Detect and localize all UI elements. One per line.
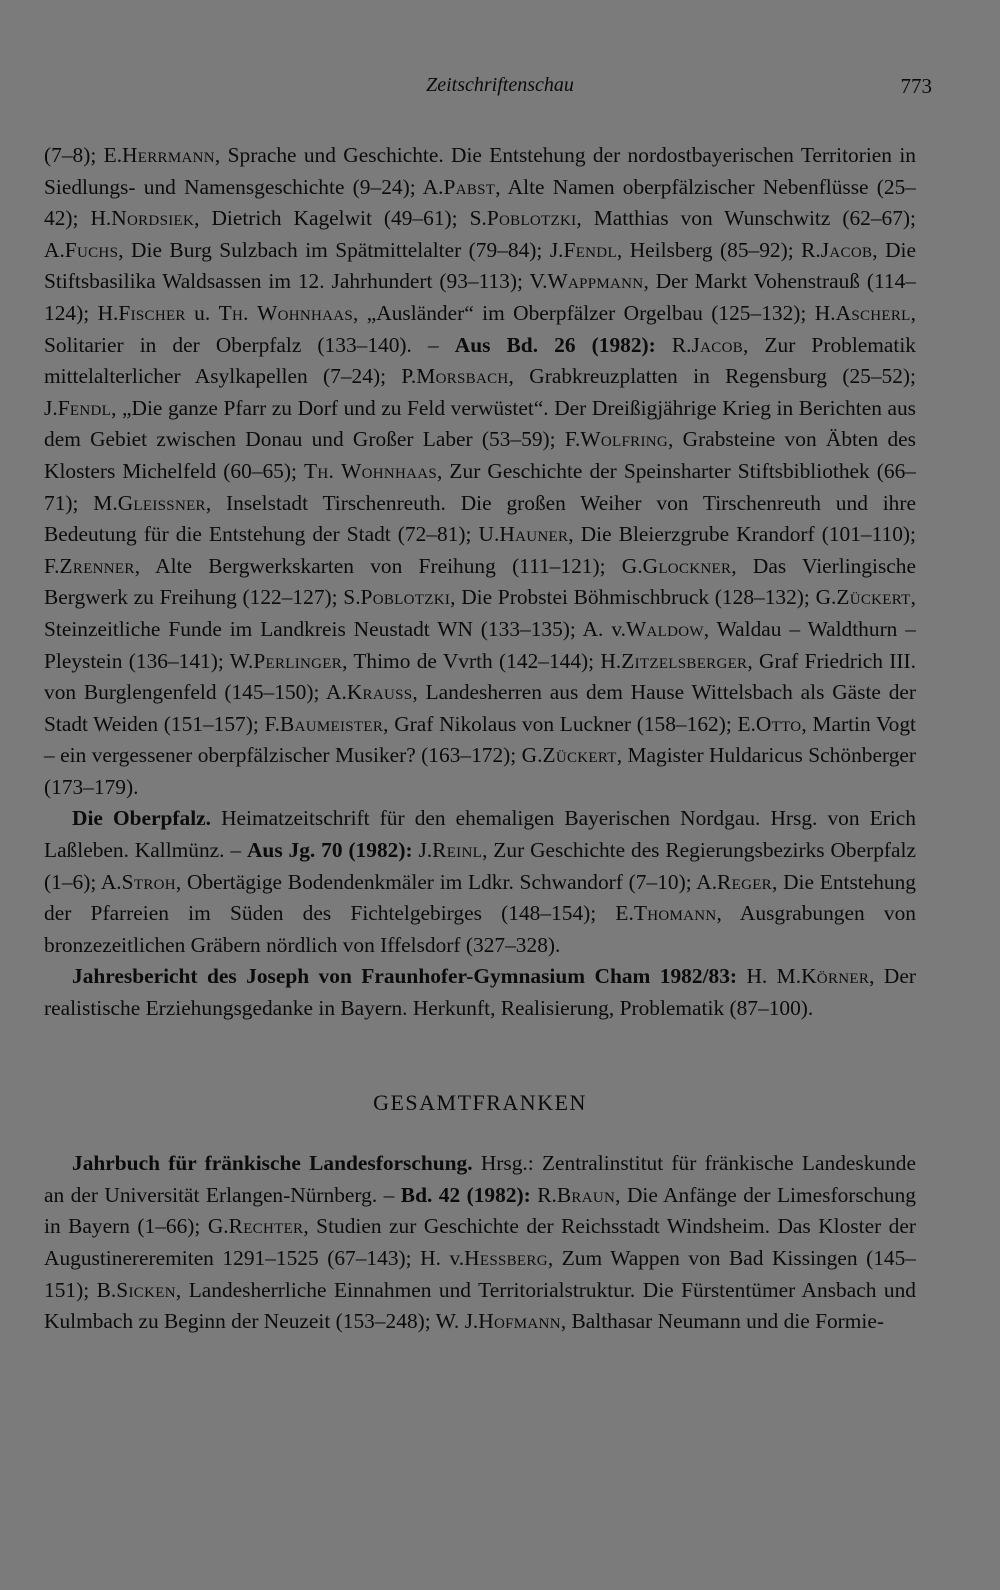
text-run: , Die Entstehung der Pfarreien im Süden des Fichtelgebirges (148–154); E. [44, 869, 916, 926]
author-name: Rechter [228, 1214, 304, 1239]
author-name: Poblotzki [360, 585, 451, 610]
text-run: u. [185, 300, 219, 325]
author-name: Morsbach [416, 364, 509, 389]
author-name: Krauss [346, 680, 413, 705]
author-name: Baumeister [280, 711, 384, 736]
author-name: Braun [556, 1182, 616, 1207]
author-name: Jacob [691, 332, 744, 357]
volume-label: Aus Jg. 70 (1982): [246, 838, 413, 863]
author-name: Ascherl [835, 300, 911, 325]
text-run: H. M. [737, 964, 802, 989]
text-run: , Magister Huldaricus Schönberger (173–179). [44, 743, 917, 799]
author-name: Zückert [542, 743, 617, 768]
author-name: Wappmann [547, 269, 644, 294]
text-run: Hrsg.: Zentralinstitut für fränkische Landeskunde an der Universität Erlangen-Nürnberg. – [44, 1151, 916, 1207]
author-name: Zrenner [59, 553, 135, 578]
text-run: , Landesherren aus dem Hause Wittelsbach als Gäste der Stadt Weiden (151–157); F. [44, 680, 917, 736]
running-title: Zeitschriftenschau [426, 74, 574, 96]
paragraph-oberpfalz-continuation [44, 140, 916, 803]
entry-jahrbuch-fraenkische-landesforschung [44, 1148, 916, 1338]
journal-title: Jahrbuch für fränkische Landesforschung. [72, 1151, 473, 1176]
author-name: Reger [717, 869, 772, 894]
text-run: , Solitarier in der Oberpfalz (133–140). – [44, 300, 916, 357]
text-run: , Grabsteine von Äbten des Klosters Michelfeld (60–65); [44, 427, 916, 483]
author-name: Pabst [443, 174, 496, 199]
text-run: , Balthasar Neumann und die Formie- [560, 1309, 884, 1334]
text-run: , Graf Nikolaus von Luckner (158–162); E. [383, 711, 756, 736]
author-name: Poblotzki [486, 206, 577, 231]
author-name: Reinl [432, 838, 483, 863]
text-run: , Ausgrabungen von bronzezeitlichen Gräbern nördlich von Iffelsdorf (327–328). [44, 901, 916, 957]
text-run: , Der Markt Vohenstrauß (114–124); H. [44, 269, 917, 325]
journal-title: Die Oberpfalz. [72, 806, 211, 831]
author-name: Hauner [499, 522, 569, 547]
text-run: R. [655, 332, 692, 357]
page-number: 773 [900, 74, 932, 98]
text-run: , Matthias von Wunschwitz (62–67); A. [44, 206, 916, 262]
journal-title: Jahresbericht des Joseph von Fraunhofer-Gymnasium Cham 1982/83: [72, 964, 738, 989]
volume-label: Aus Bd. 26 (1982): [454, 332, 656, 357]
volume-label: Bd. 42 (1982): [400, 1182, 531, 1207]
text-run: R. [530, 1182, 557, 1207]
page-body [44, 140, 916, 1338]
text-run: , Zur Geschichte des Regierungsbezirks Oberpfalz (1–6); A. [44, 838, 916, 894]
text-run: , Heilsberg (85–92); R. [616, 237, 821, 262]
author-name: Körner [801, 964, 870, 989]
text-run: , Das Vierlingische Bergwerk zu Freihung (122–127); S. [44, 553, 916, 610]
author-name: Hessberg [464, 1246, 548, 1270]
author-name: Nordsiek [111, 206, 195, 231]
text-run: , „Die ganze Pfarr zu Dorf und zu Feld verwüstet“. Der Dreißigjährige Krieg in Berichten aus dem Gebiet zwischen Donau und Großer Laber (53–59); F. [44, 395, 916, 452]
text-run: J. [412, 838, 433, 863]
page-header [0, 70, 1000, 104]
text-run: , Waldau – Waldthurn – Pleystein (136–141); W. [44, 616, 916, 673]
author-name: Wolfring [580, 427, 668, 452]
text-run: (7–8); E. [44, 143, 123, 167]
text-run: , Steinzeitliche Funde im Landkreis Neustadt WN (133–135); A. v. [44, 585, 916, 641]
text-run: , Dietrich Kagelwit (49–61); S. [194, 206, 487, 231]
author-name: Stroh [121, 869, 176, 894]
text-run: , Die Anfänge der Limesforschung in Bayern (1–66); G. [44, 1182, 916, 1239]
text-run: , Zum Wappen von Bad Kissingen (145–151); B. [44, 1246, 916, 1302]
author-name: Fendl [563, 237, 617, 262]
text-run: , Alte Bergwerkskarten von Freihung (111–121); G. [134, 553, 643, 578]
text-run: , Die Bleierzgrube Krandorf (101–110); F. [44, 522, 916, 578]
entry-die-oberpfalz [44, 803, 916, 961]
author-name: Th. Wohnhaas [303, 458, 438, 483]
text-run: Heimatzeitschrift für den ehemaligen Bayerischen Nordgau. Hrsg. von Erich Laßleben. Kallmünz. – [44, 806, 916, 863]
entry-jahresbericht-cham [44, 961, 916, 1024]
author-name: Zitzelsberger [621, 648, 748, 673]
text-run: , Thimo de Vvrth (142–144); H. [342, 648, 622, 673]
author-name: Perlinger [253, 648, 343, 673]
author-name: Thomann [633, 901, 717, 926]
author-name: Jacob [820, 237, 873, 262]
author-name: Waldow [625, 616, 704, 641]
text-run: , Zur Problematik mittelalterlicher Asylkapellen (7–24); P. [44, 332, 916, 389]
author-name: Zückert [836, 585, 911, 610]
text-run: , Die Stiftsbasilika Waldsassen im 12. Jahrhundert (93–113); V. [44, 237, 916, 294]
section-heading: GESAMTFRANKEN [373, 1089, 587, 1115]
text-run: , Inselstadt Tirschenreuth. Die großen Weiher von Tirschenreuth und ihre Bedeutung für die Entstehung der Stadt (72–81); U. [44, 490, 916, 547]
author-name: Fendl [57, 395, 112, 420]
text-run: , Graf Friedrich III. von Burglengenfeld (145–150); A. [44, 648, 916, 705]
text-run: , Studien zur Geschichte der Reichsstadt Windsheim. Das Kloster der Augustinereremiten 1291–1525 (67–143); H. v. [44, 1214, 916, 1270]
text-run: , Die Probstei Böhmischbruck (128–132); G. [450, 585, 837, 610]
text-run: , Der realistische Erziehungsgedanke in Bayern. Herkunft, Realisierung, Problematik (87–100). [44, 964, 916, 1021]
author-name: Glockner [642, 553, 732, 578]
text-run: , Zur Geschichte der Speinsharter Stiftsbibliothek (66–71); M. [44, 458, 916, 515]
author-name: Fischer [118, 300, 186, 325]
author-name: Gleissner [117, 490, 206, 515]
author-name: Otto [755, 711, 802, 736]
text-run: , Die Burg Sulzbach im Spätmittelalter (79–84); J. [118, 237, 564, 262]
text-run: , Martin Vogt – ein vergessener oberpfälzischer Musiker? (163–172); G. [44, 711, 916, 768]
author-name: Herrmann [122, 143, 215, 167]
author-name: Hofmann [478, 1309, 561, 1334]
author-name: Sicken [116, 1277, 176, 1302]
author-name: Th. Wohnhaas [218, 300, 354, 325]
text-run: , Alte Namen oberpfälzischer Nebenflüsse (25–42); H. [44, 174, 917, 231]
text-run: , Grabkreuzplatten in Regensburg (25–52); J. [44, 364, 916, 420]
text-run: , Sprache und Geschichte. Die Entstehung der nordostbayerischen Territorien in Siedlungs- und Namensgeschichte (9–24); A. [44, 143, 916, 199]
author-name: Fuchs [64, 237, 119, 262]
text-run: , „Ausländer“ im Oberpfälzer Orgelbau (125–132); H. [353, 300, 836, 325]
text-run: , Landesherrliche Einnahmen und Territorialstruktur. Die Fürstentümer Ansbach und Kulmbach zu Beginn der Neuzeit (153–248); W. J. [44, 1277, 916, 1334]
text-run: , Obertägige Bodendenkmäler im Ldkr. Schwandorf (7–10); A. [175, 869, 718, 894]
